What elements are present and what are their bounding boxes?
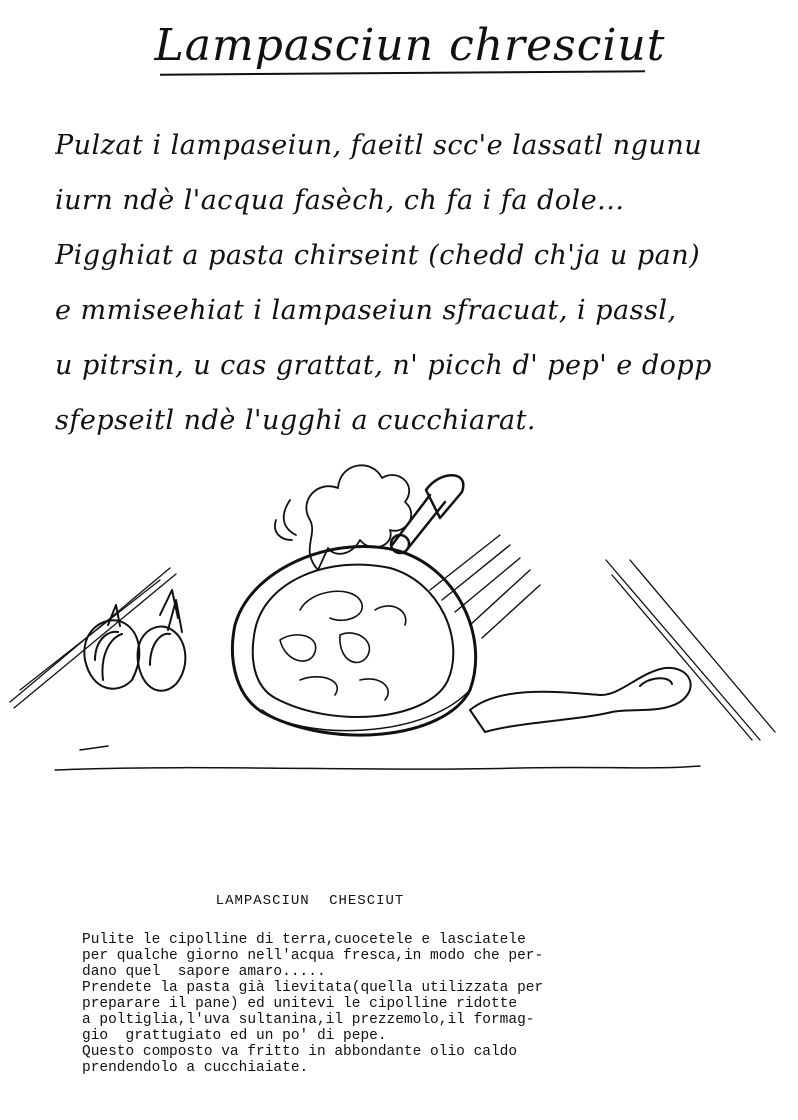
handwritten-line: u pitrsin, u cas grattat, n' picch d' pep' e dopp <box>55 350 712 381</box>
handwritten-line: sfepseitl ndè l'ugghi a cucchiarat. <box>55 405 536 436</box>
cutting-board <box>430 535 540 638</box>
steam-cloud <box>275 465 411 570</box>
handwritten-line: e mmiseehiat i lampaseiun sfracuat, i passl, <box>55 295 677 326</box>
frying-pan-illustration <box>0 440 798 800</box>
typed-line: per qualche giorno nell'acqua fresca,in modo che per- <box>82 948 544 964</box>
typed-title: LAMPASCIUN CHESCIUT <box>215 893 405 909</box>
handwritten-line: Pulzat i lampaseiun, faeitl scc'e lassatl ngunu <box>55 130 703 161</box>
typed-recipe <box>82 932 722 1076</box>
onions <box>84 590 185 691</box>
handwritten-recipe <box>55 118 775 448</box>
typed-line: Prendete la pasta già lievitata(quella utilizzata per <box>82 980 544 996</box>
typed-line: preparare il pane) ed unitevi le cipolline ridotte <box>82 996 518 1012</box>
typed-line: gio grattugiato ed un po' di pepe. <box>82 1028 387 1044</box>
handwritten-title: Lampasciun chresciut <box>154 20 666 71</box>
table-edge <box>55 746 700 770</box>
typed-line: a poltiglia,l'uva sultanina,il prezzemolo,il formag- <box>82 1012 535 1028</box>
typed-line: Pulite le cipolline di terra,cuocetele e lasciatele <box>82 932 526 948</box>
pan <box>232 547 475 736</box>
pan-food <box>280 591 406 700</box>
pan-handle <box>391 475 463 553</box>
typed-line: prendendolo a cucchiaiate. <box>82 1060 309 1076</box>
typed-line: dano quel sapore amaro..... <box>82 964 326 980</box>
handwritten-line: Pigghiat a pasta chirseint (chedd ch'ja u pan) <box>55 240 701 271</box>
handwritten-line: iurn ndè l'acqua fasèch, ch fa i fa dole... <box>55 185 625 216</box>
title-underline <box>160 70 645 75</box>
wooden-spoon <box>470 668 691 732</box>
typed-line: Questo composto va fritto in abbondante olio caldo <box>82 1044 518 1060</box>
